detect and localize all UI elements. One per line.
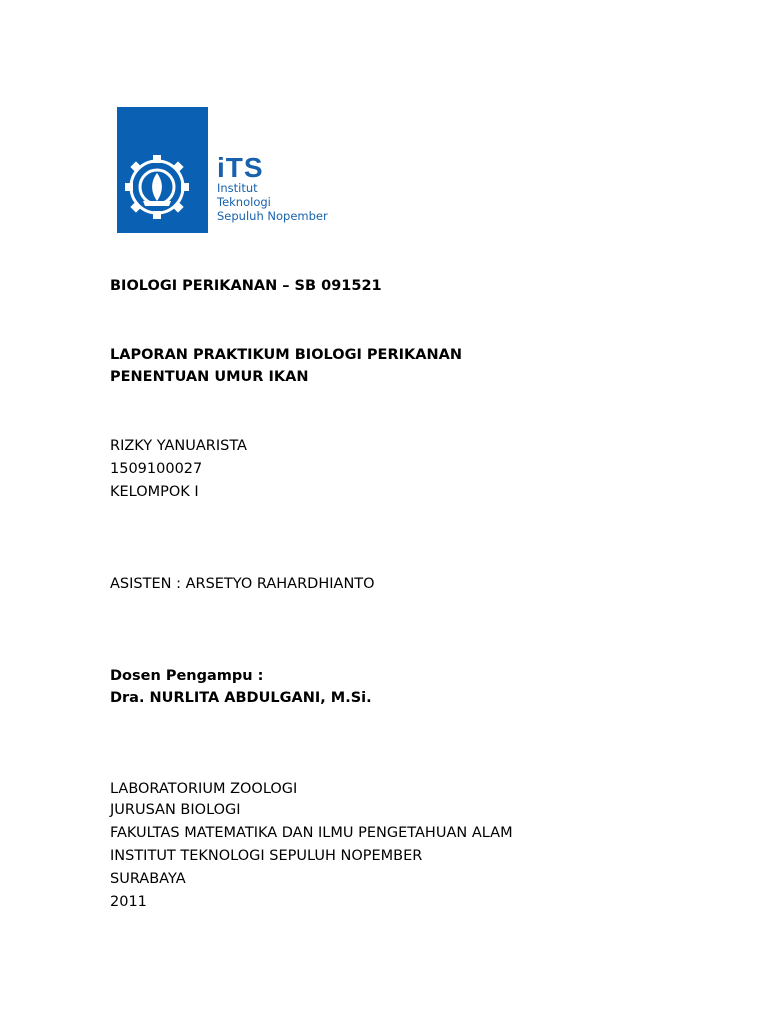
its-logo — [117, 107, 347, 233]
its-short-name: iTS — [217, 152, 264, 183]
faculty-name: FAKULTAS MATEMATIKA DAN ILMU PENGETAHUAN ALAM — [110, 825, 513, 841]
student-group: KELOMPOK I — [110, 484, 199, 500]
assistant: ASISTEN : ARSETYO RAHARDHIANTO — [110, 576, 375, 592]
its-wordmark — [217, 152, 328, 223]
city: SURABAYA — [110, 871, 186, 887]
report-title-line-1: LAPORAN PRAKTIKUM BIOLOGI PERIKANAN — [110, 347, 462, 363]
year: 2011 — [110, 894, 147, 910]
gear-emblem-icon — [117, 107, 208, 233]
its-line-3: Sepuluh Nopember — [217, 209, 328, 223]
lecturer-name: Dra. NURLITA ABDULGANI, M.Si. — [110, 690, 372, 706]
course-title: BIOLOGI PERIKANAN – SB 091521 — [110, 278, 382, 294]
its-line-2: Teknologi — [217, 195, 271, 209]
lab-name: LABORATORIUM ZOOLOGI — [110, 781, 298, 797]
lecturer-label: Dosen Pengampu : — [110, 668, 264, 684]
report-title-line-2: PENENTUAN UMUR IKAN — [110, 369, 309, 385]
department-name: JURUSAN BIOLOGI — [110, 802, 241, 818]
student-id: 1509100027 — [110, 461, 203, 477]
its-emblem — [117, 107, 208, 233]
its-line-1: Institut — [217, 181, 258, 195]
student-name: RIZKY YANUARISTA — [110, 438, 247, 454]
university-name: INSTITUT TEKNOLOGI SEPULUH NOPEMBER — [110, 848, 423, 864]
